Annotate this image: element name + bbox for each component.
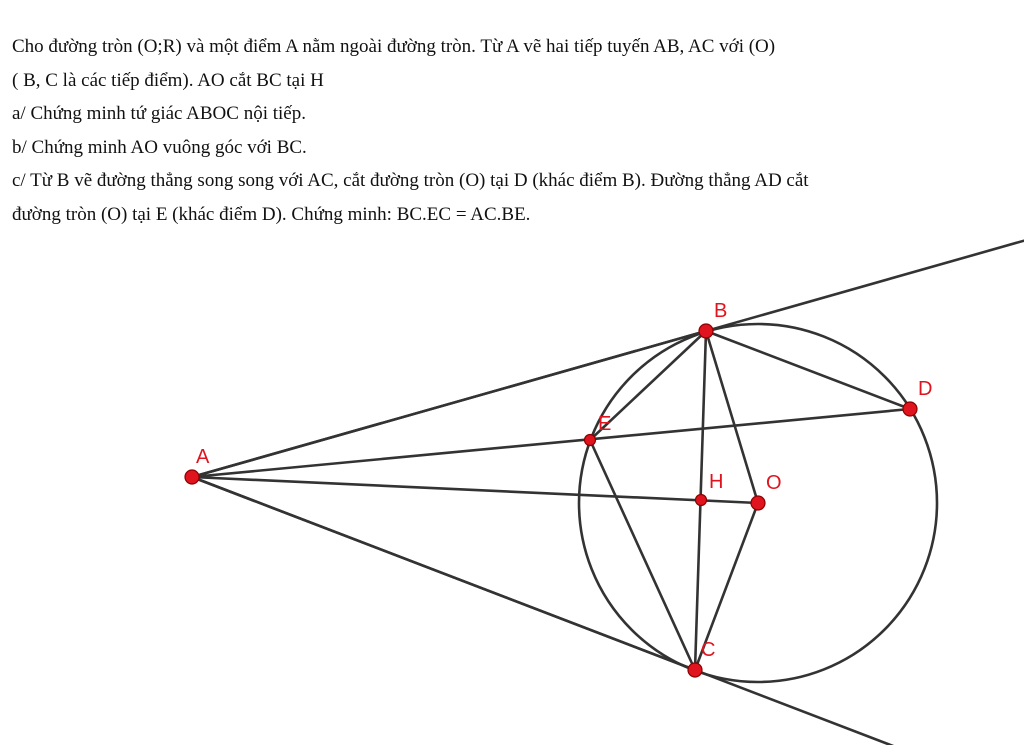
point-b [699,324,713,338]
problem-line-b: b/ Chứng minh AO vuông góc với BC. [12,136,307,158]
label-b: B [714,300,728,322]
point-h [696,495,707,506]
label-h: H [709,471,724,493]
point-o [751,496,765,510]
problem-line-2: ( B, C là các tiếp điểm). AO cắt BC tại H [12,69,324,91]
label-c: C [701,639,716,661]
segment-ao [192,477,758,503]
point-c [688,663,702,677]
label-d: D [918,378,933,400]
point-e [585,435,596,446]
label-o: O [766,472,782,494]
point-d [903,402,917,416]
point-a [185,470,199,484]
segment-ad [192,409,910,477]
problem-line-c: c/ Từ B vẽ đường thẳng song song với AC, cắt đường tròn (O) tại D (khác điểm B). Đường thẳng AD cắt [12,170,809,191]
problem-line-a: a/ Chứng minh tứ giác ABOC nội tiếp. [12,103,306,124]
problem-line-c-cont: đường tròn (O) tại E (khác điểm D). Chứng minh: BC.EC = AC.BE. [12,203,531,225]
label-e: E [598,413,612,435]
label-a: A [196,446,210,468]
problem-line-1: Cho đường tròn (O;R) và một điểm A nằm ngoài đường tròn. Từ A vẽ hai tiếp tuyến AB, AC với (O) [12,36,776,57]
